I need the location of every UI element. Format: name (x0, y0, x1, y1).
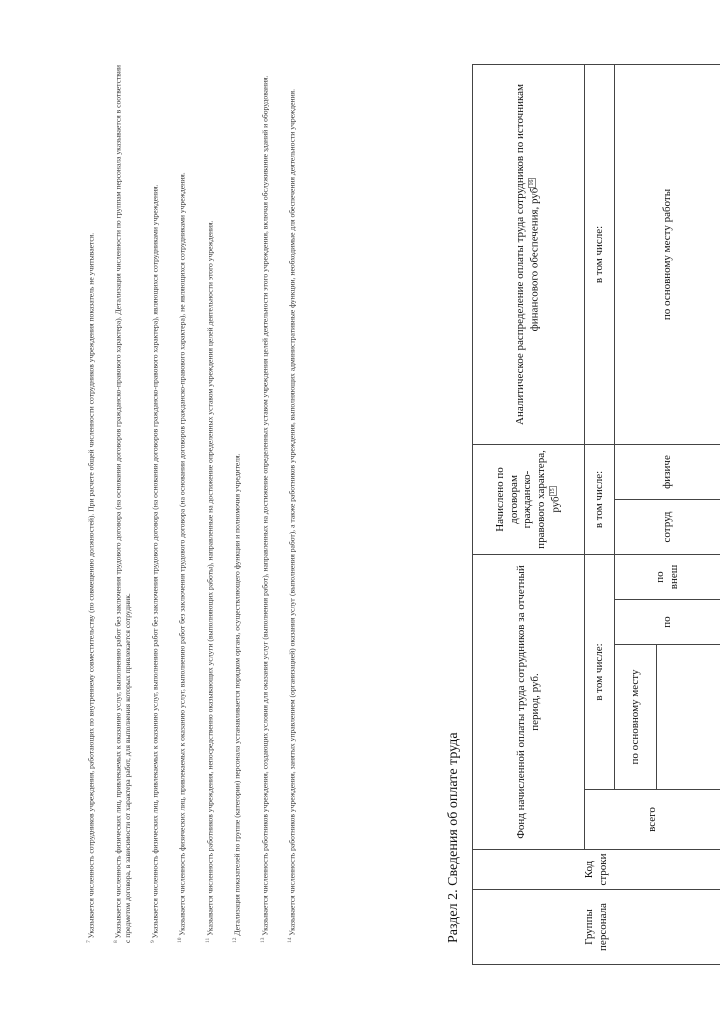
main-place-work-header: по основному месту работы (615, 64, 720, 444)
empty-cell (657, 645, 720, 790)
footnote-text: Указывается численность сотрудников учреждения, работающих по внутреннему совместительству (по совмещению должностей). При расчете общей численности сотрудников учреждения показатель не учитывается. (86, 232, 96, 939)
including-header: в том числе: (585, 555, 615, 790)
analytic-header (473, 64, 585, 444)
footnote (177, 63, 187, 943)
by-external-header: по внеш (615, 555, 720, 600)
total-header: всего (585, 790, 720, 850)
footnote-marker: 9 (149, 940, 156, 943)
footnote-text: Указывается численность работников учреждения, создающих условия для оказания услуг (выполнения работ), направленных на достижение определенных уставом учреждения целей деятельности этого учреждения, включая обслуживание зданий и оборудования. (260, 75, 270, 936)
main-place-header: по основному месту (615, 645, 657, 790)
footnote-marker: 12 (232, 937, 239, 943)
footnote-marker: 13 (259, 937, 266, 943)
footnote-marker: 14 (287, 937, 294, 943)
footnote-text: Детализация показателей по группе (категории) персонала устанавливается порядком органа, осуществляющего функции и полномочия учредителя. (232, 453, 242, 936)
footnote (205, 63, 215, 943)
subheader-row (585, 64, 615, 964)
footnote-marker: 11 (204, 937, 211, 943)
footnote-text: Указывается численность физических лиц, привлекаемых к оказанию услуг, выполнению работ без заключения трудового договора (на основании договоров гражданско-правового характера), не являющихся сотрудниками учреждения. (177, 172, 187, 936)
footnote-text: Указывается численность физических лиц, привлекаемых к оказанию услуг, выполнению работ без заключения трудового договора (на основании договоров гражданско-правового характера), являющихся сотрудниками учреждения. (150, 184, 160, 939)
footnote (113, 63, 132, 943)
footnote-text: Указывается численность физических лиц, привлекаемых к оказанию услуг, выполнению работ без заключения трудового договора (на основании договоров гражданско-правового характера). Детализация численности по группам персонала указывается в соответствии с предметом договора, в зависимости от характера работ, для выполнения которых привлекается сотрудник. (114, 65, 132, 943)
salary-table (472, 64, 720, 965)
staff-header: сотруд (615, 500, 720, 555)
footnote-marker: 8 (113, 940, 120, 943)
including-header: в том числе: (585, 64, 615, 444)
analytic-header-text: Аналитическое распределение оплаты труда сотрудников по источникам финансового обеспечения, руб (514, 84, 541, 425)
footnote (232, 63, 242, 943)
footnote (287, 63, 297, 943)
by-header: по (615, 600, 720, 645)
footnote-text: Указывается численность работников учреждения, непосредственно оказывающих услуги (выполняющих работы), направленные на достижение определенных уставом учреждения целей деятельности этого учреждения. (205, 220, 215, 936)
footnote-text: Указывается численность работников учреждения, занятых управлением (организацией) оказания услуг (выполнения работ), а также работников учреждения, выполняющих административные функции, необходимые для обеспечения деятельности учреждения. (287, 88, 297, 936)
accrued-header (473, 444, 585, 554)
section-title: Раздел 2. Сведения об оплате труда (446, 732, 461, 943)
including-header: в том числе: (585, 444, 615, 554)
footnote-marker: 7 (86, 940, 92, 943)
footnote-ref: 16 (529, 179, 536, 186)
code-header: Код строки (473, 850, 720, 890)
footnote-ref: 15 (549, 488, 556, 495)
group-header: Группы персонала (473, 890, 720, 965)
fund-header: Фонд начисленной оплаты труда сотрудников за отчетный период, руб. (473, 555, 585, 850)
footnotes-block (86, 63, 298, 943)
accrued-header-text: Начислено по договорам гражданско-правового характера, руб (493, 450, 562, 549)
footnote (260, 63, 270, 943)
footnote (150, 63, 160, 943)
header-row (473, 64, 585, 964)
physical-header: физиче (615, 444, 720, 499)
footnote (86, 63, 96, 943)
footnote-marker: 10 (177, 937, 184, 943)
